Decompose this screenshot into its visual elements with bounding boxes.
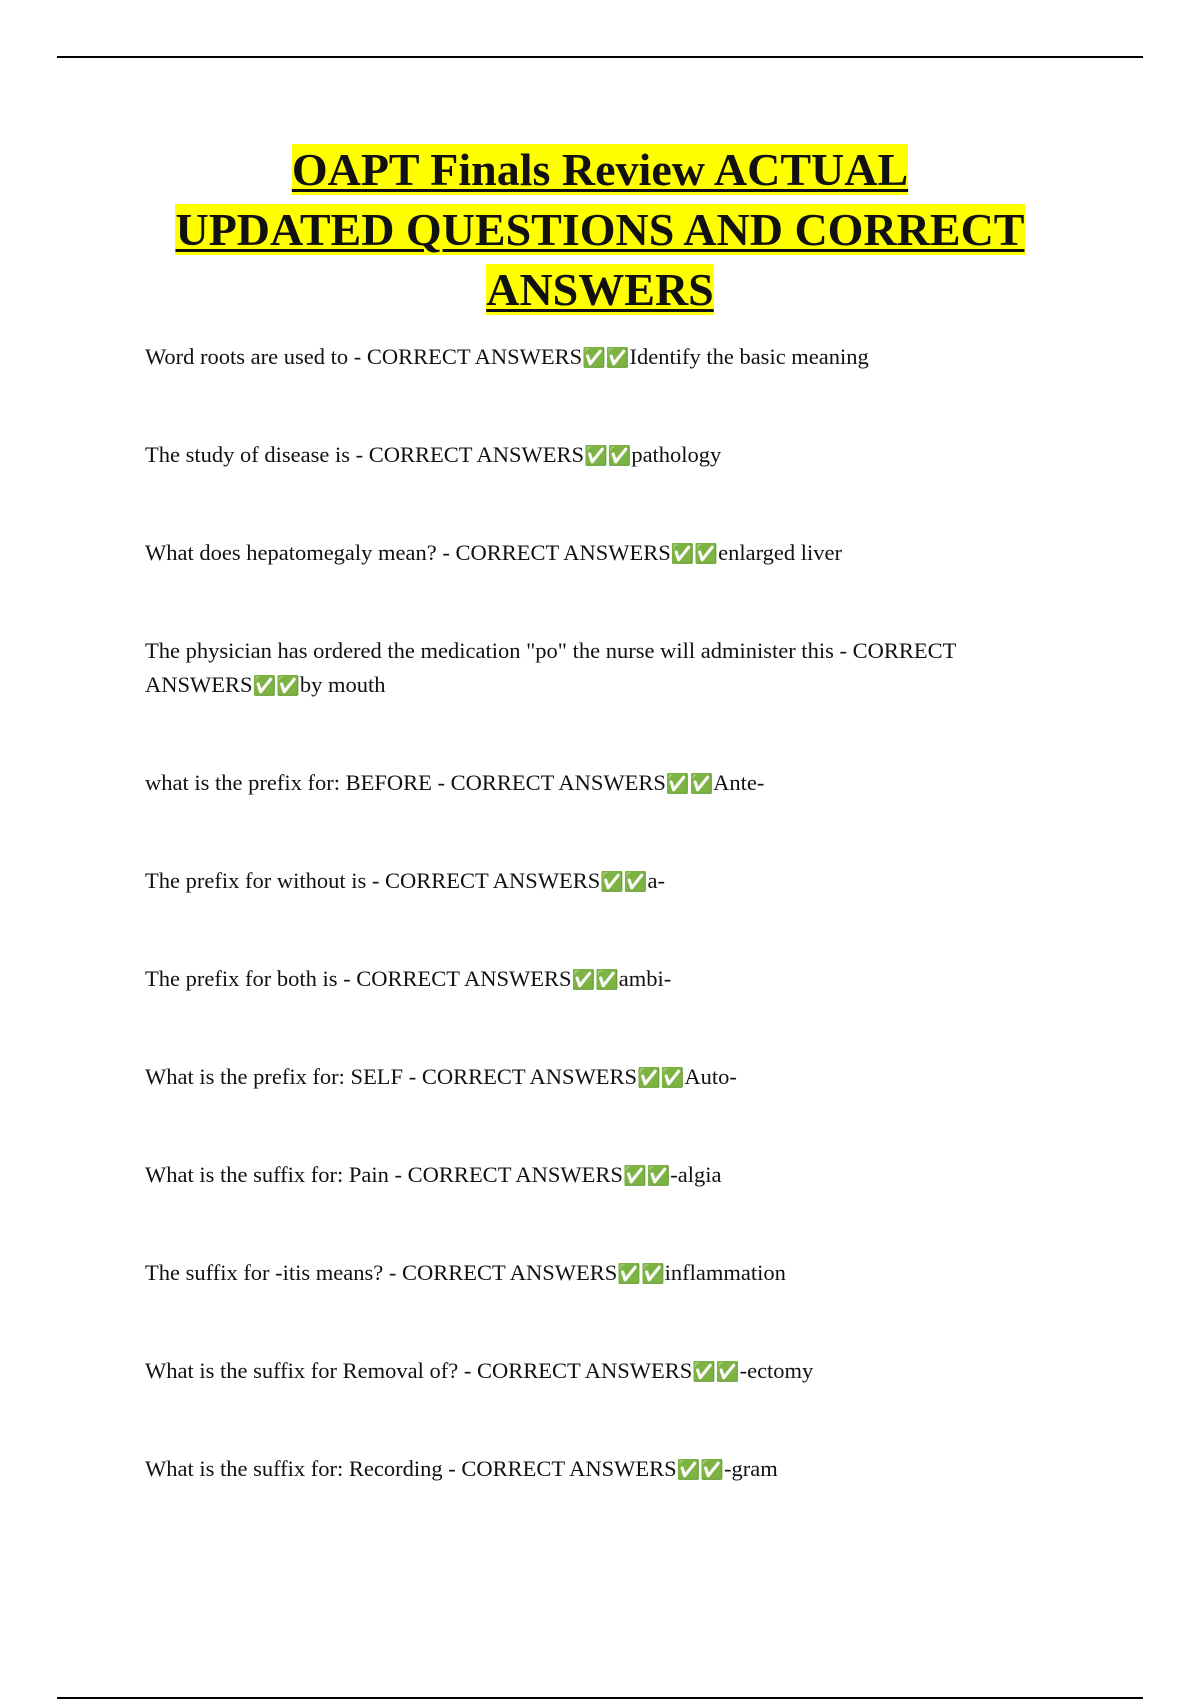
answer-text: a- [647, 868, 666, 893]
answer-text: -algia [670, 1162, 722, 1187]
double-check-icon: ✅✅ [622, 1165, 671, 1187]
question-text: What is the prefix for: SELF - [145, 1064, 422, 1089]
question-text: Word roots are used to - [145, 344, 367, 369]
answer-text: Auto- [684, 1064, 737, 1089]
answer-marker: CORRECT ANSWERS [450, 770, 666, 795]
qa-item [145, 1158, 1045, 1193]
double-check-icon: ✅✅ [676, 1459, 724, 1481]
question-text: The prefix for both is - [145, 966, 357, 991]
double-check-icon: ✅✅ [670, 543, 719, 565]
question-text: What is the suffix for Removal of? - [145, 1358, 477, 1383]
question-text: what is the prefix for: BEFORE - [145, 770, 451, 795]
qa-list [145, 340, 1045, 1550]
answer-text: enlarged liver [718, 540, 842, 565]
answer-text: inflammation [664, 1260, 786, 1285]
document-title [100, 140, 1100, 320]
answer-text: -ectomy [739, 1358, 814, 1383]
answer-marker: CORRECT ANSWERS [455, 540, 671, 565]
qa-item [145, 766, 1045, 801]
answer-marker: CORRECT ANSWERS [368, 442, 584, 467]
qa-item [145, 962, 1045, 997]
question-text: What is the suffix for: Pain - [145, 1162, 408, 1187]
double-check-icon: ✅✅ [665, 773, 714, 795]
bottom-rule [57, 1697, 1143, 1699]
answer-text: Ante- [713, 770, 765, 795]
title-line-1: OAPT Finals Review ACTUAL [291, 144, 909, 195]
answer-marker: CORRECT ANSWERS [402, 1260, 618, 1285]
question-text: What does hepatomegaly mean? - [145, 540, 456, 565]
title-line-2: UPDATED QUESTIONS AND CORRECT [175, 204, 1025, 255]
double-check-icon: ✅✅ [617, 1263, 665, 1285]
double-check-icon: ✅✅ [583, 445, 632, 467]
qa-item [145, 438, 1045, 473]
question-text: What is the suffix for: Recording - [145, 1456, 462, 1481]
answer-text: ambi- [618, 966, 672, 991]
qa-item [145, 536, 1045, 571]
question-text: The suffix for -itis means? - [145, 1260, 403, 1285]
question-text: The prefix for without is - [145, 868, 385, 893]
answer-text: by mouth [299, 672, 386, 697]
qa-item [145, 1452, 1045, 1487]
answer-text: pathology [631, 442, 722, 467]
answer-marker: CORRECT ANSWERS [384, 868, 601, 893]
qa-item [145, 1354, 1045, 1389]
answer-marker: CORRECT ANSWERS [366, 344, 583, 369]
double-check-icon: ✅✅ [571, 969, 619, 991]
answer-marker: CORRECT ANSWERS [356, 966, 572, 991]
answer-text: Identify the basic meaning [629, 344, 869, 369]
qa-item [145, 340, 1045, 375]
answer-marker: CORRECT ANSWERS [461, 1456, 677, 1481]
double-check-icon: ✅✅ [582, 347, 630, 369]
answer-marker: CORRECT ANSWERS [421, 1064, 638, 1089]
qa-item [145, 1060, 1045, 1095]
answer-marker: CORRECT ANSWERS [407, 1162, 623, 1187]
double-check-icon: ✅✅ [637, 1067, 685, 1089]
question-text: The physician has ordered the medication "po" the nurse will administer this - [145, 638, 853, 663]
answer-text: -gram [723, 1456, 778, 1481]
answer-marker: CORRECT ANSWERS [477, 1358, 693, 1383]
top-rule [57, 56, 1143, 58]
double-check-icon: ✅✅ [252, 675, 300, 697]
double-check-icon: ✅✅ [692, 1361, 740, 1383]
title-line-3: ANSWERS [486, 264, 714, 315]
qa-item [145, 634, 1045, 703]
double-check-icon: ✅✅ [600, 871, 648, 893]
answer-marker: CORRECT ANSWERS [145, 638, 956, 697]
qa-item [145, 1256, 1045, 1291]
qa-item [145, 864, 1045, 899]
question-text: The study of disease is - [145, 442, 369, 467]
